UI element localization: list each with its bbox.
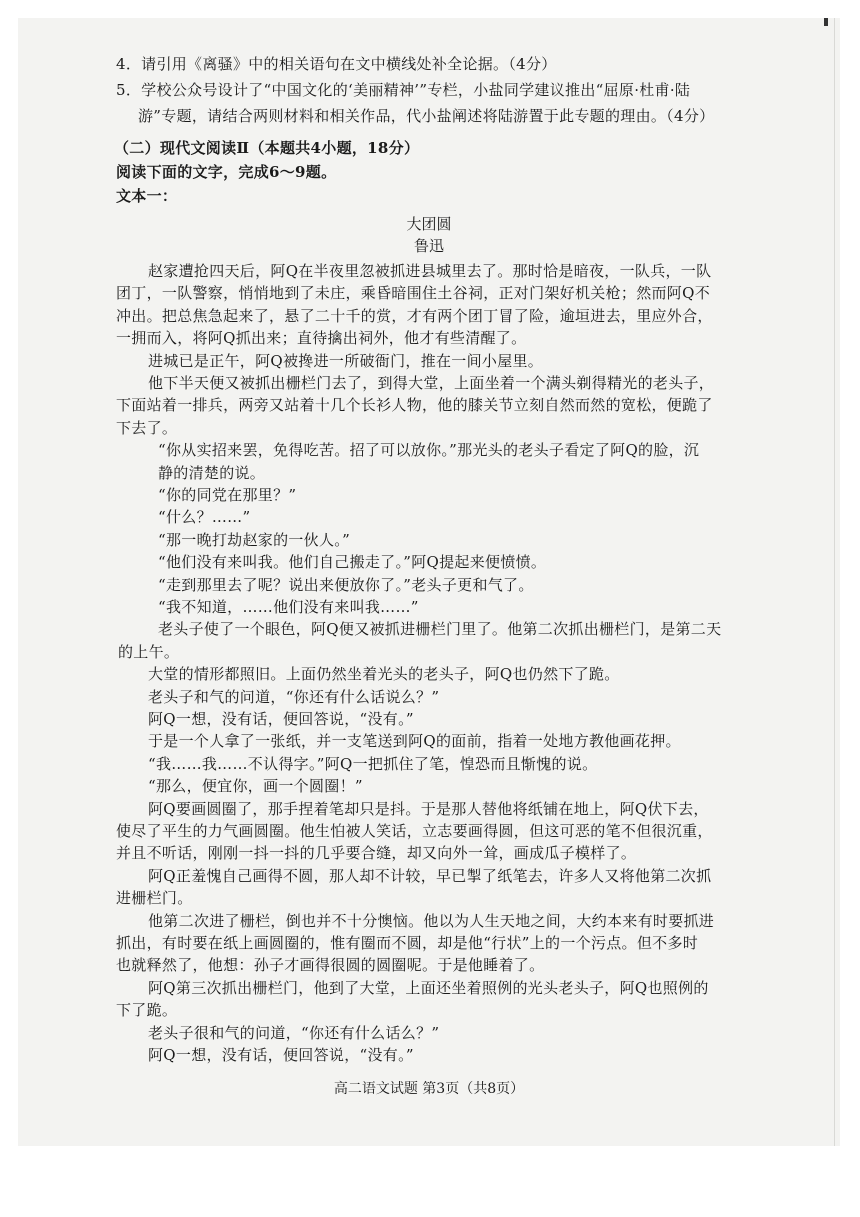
body-line: 并且不听话，刚刚一抖一抖的几乎要合缝，却又向外一耸，画成瓜子模样了。 [116, 844, 637, 863]
text-label: 文本一： [116, 187, 178, 205]
body-line: 进城已是正午，阿Q被搀进一所破衙门，推在一间小屋里。 [148, 351, 544, 370]
body-line: “那么，便宜你，画一个圆圈！” [148, 777, 363, 796]
body-line: “走到那里去了呢？说出来便放你了。”老头子更和气了。 [158, 575, 534, 594]
body-line: 大堂的情形都照旧。上面仍然坐着光头的老头子，阿Q也仍然下了跪。 [148, 665, 620, 684]
section-heading: （二）现代文阅读Ⅱ（本题共4小题，18分） [114, 139, 420, 157]
body-line: 进栅栏门。 [116, 889, 193, 908]
question-5-line-1: 5．学校公众号设计了“中国文化的‘美丽精神’”专栏，小盐同学建议推出“屈原·杜甫·陆 [116, 81, 691, 99]
body-line: 也就释然了，他想：孙子才画得很圆的圆圈呢。于是他睡着了。 [116, 956, 545, 975]
body-line: 下面站着一排兵，两旁又站着十几个长衫人物，他的膝关节立刻自然而然的宽松，便跪了 [116, 396, 713, 415]
body-line: 赵家遭抢四天后，阿Q在半夜里忽被抓进县城里去了。那时恰是暗夜，一队兵，一队 [148, 262, 712, 280]
page-footer: 高二语文试题 第3页（共8页） [333, 1081, 525, 1097]
body-line: 冲出。把总焦急起来了，悬了二十千的赏，才有两个团丁冒了险，逾垣进去，里应外合， [116, 306, 713, 325]
scan-mark [824, 18, 828, 26]
body-line: “你的同党在那里？” [158, 486, 297, 504]
body-line: 静的清楚的说。 [158, 463, 266, 482]
body-line: 抓出，有时要在纸上画圆圈的，惟有圈而不圆，却是他“行状”上的一个污点。但不多时 [116, 934, 699, 952]
body-line: 他下半天便又被抓出栅栏门去了，到得大堂，上面坐着一个满头剃得精光的老头子， [148, 374, 715, 392]
body-line: “你从实招来罢，免得吃苦。招了可以放你。”那光头的老头子看定了阿Q的脸，沉 [158, 441, 700, 460]
body-line: 下去了。 [116, 418, 178, 437]
exam-page [18, 18, 840, 1146]
body-line: 团丁，一队警察，悄悄地到了未庄，乘昏暗围住土谷祠，正对门架好机关枪；然而阿Q不 [116, 284, 711, 303]
body-line: 阿Q第三次抓出栅栏门，他到了大堂，上面还坐着照例的光头老头子，阿Q也照例的 [148, 978, 709, 997]
question-5-line-2: 游”专题，请结合两则材料和相关作品，代小盐阐述将陆游置于此专题的理由。（4分） [138, 107, 715, 125]
body-line: “我……我……不认得字。”阿Q一把抓住了笔，惶恐而且惭愧的说。 [148, 754, 598, 773]
body-line: 阿Q一想，没有话，便回答说，“没有。” [148, 710, 414, 728]
body-line: 阿Q要画圆圈了，那手捏着笔却只是抖。于是那人替他将纸铺在地上，阿Q伏下去， [148, 799, 709, 818]
body-line: “那一晚打劫赵家的一伙人。” [158, 530, 351, 549]
body-line: 使尽了平生的力气画圆圈。他生怕被人笑话，立志要画得圆，但这可恶的笔不但很沉重， [116, 822, 713, 840]
body-line: “他们没有来叫我。他们自己搬走了。”阿Q提起来便愤愤。 [158, 553, 547, 572]
body-line: 于是一个人拿了一张纸，并一支笔送到阿Q的面前，指着一处地方教他画花押。 [148, 732, 681, 751]
body-line: 下了跪。 [116, 1001, 178, 1020]
scan-edge [834, 18, 835, 1146]
body-line: 老头子和气的问道，“你还有什么话说么？” [148, 687, 440, 706]
body-line: 他第二次进了栅栏，倒也并不十分懊恼。他以为人生天地之间，大约本来有时要抓进 [148, 911, 715, 930]
body-line: 一拥而入，将阿Q抓出来；直待擒出祠外，他才有些清醒了。 [116, 329, 527, 348]
body-line: 的上午。 [118, 642, 180, 661]
article-title: 大团圆 [406, 215, 452, 233]
body-line: 阿Q一想，没有话，便回答说，“没有。” [148, 1046, 414, 1064]
body-line: “什么？……” [158, 508, 251, 527]
body-line: 老头子很和气的问道，“你还有什么话么？” [148, 1023, 440, 1042]
question-4: 4．请引用《离骚》中的相关语句在文中横线处补全论据。（4分） [116, 55, 557, 73]
article-author: 鲁迅 [413, 237, 444, 255]
body-line: 老头子使了一个眼色，阿Q便又被抓进栅栏门里了。他第二次抓出栅栏门，是第二天 [158, 620, 722, 639]
section-instruction: 阅读下面的文字，完成6～9题。 [116, 163, 337, 181]
body-line: “我不知道，……他们没有来叫我……” [158, 598, 419, 616]
body-line: 阿Q正羞愧自己画得不圆，那人却不计较，早已掣了纸笔去，许多人又将他第二次抓 [148, 866, 712, 885]
